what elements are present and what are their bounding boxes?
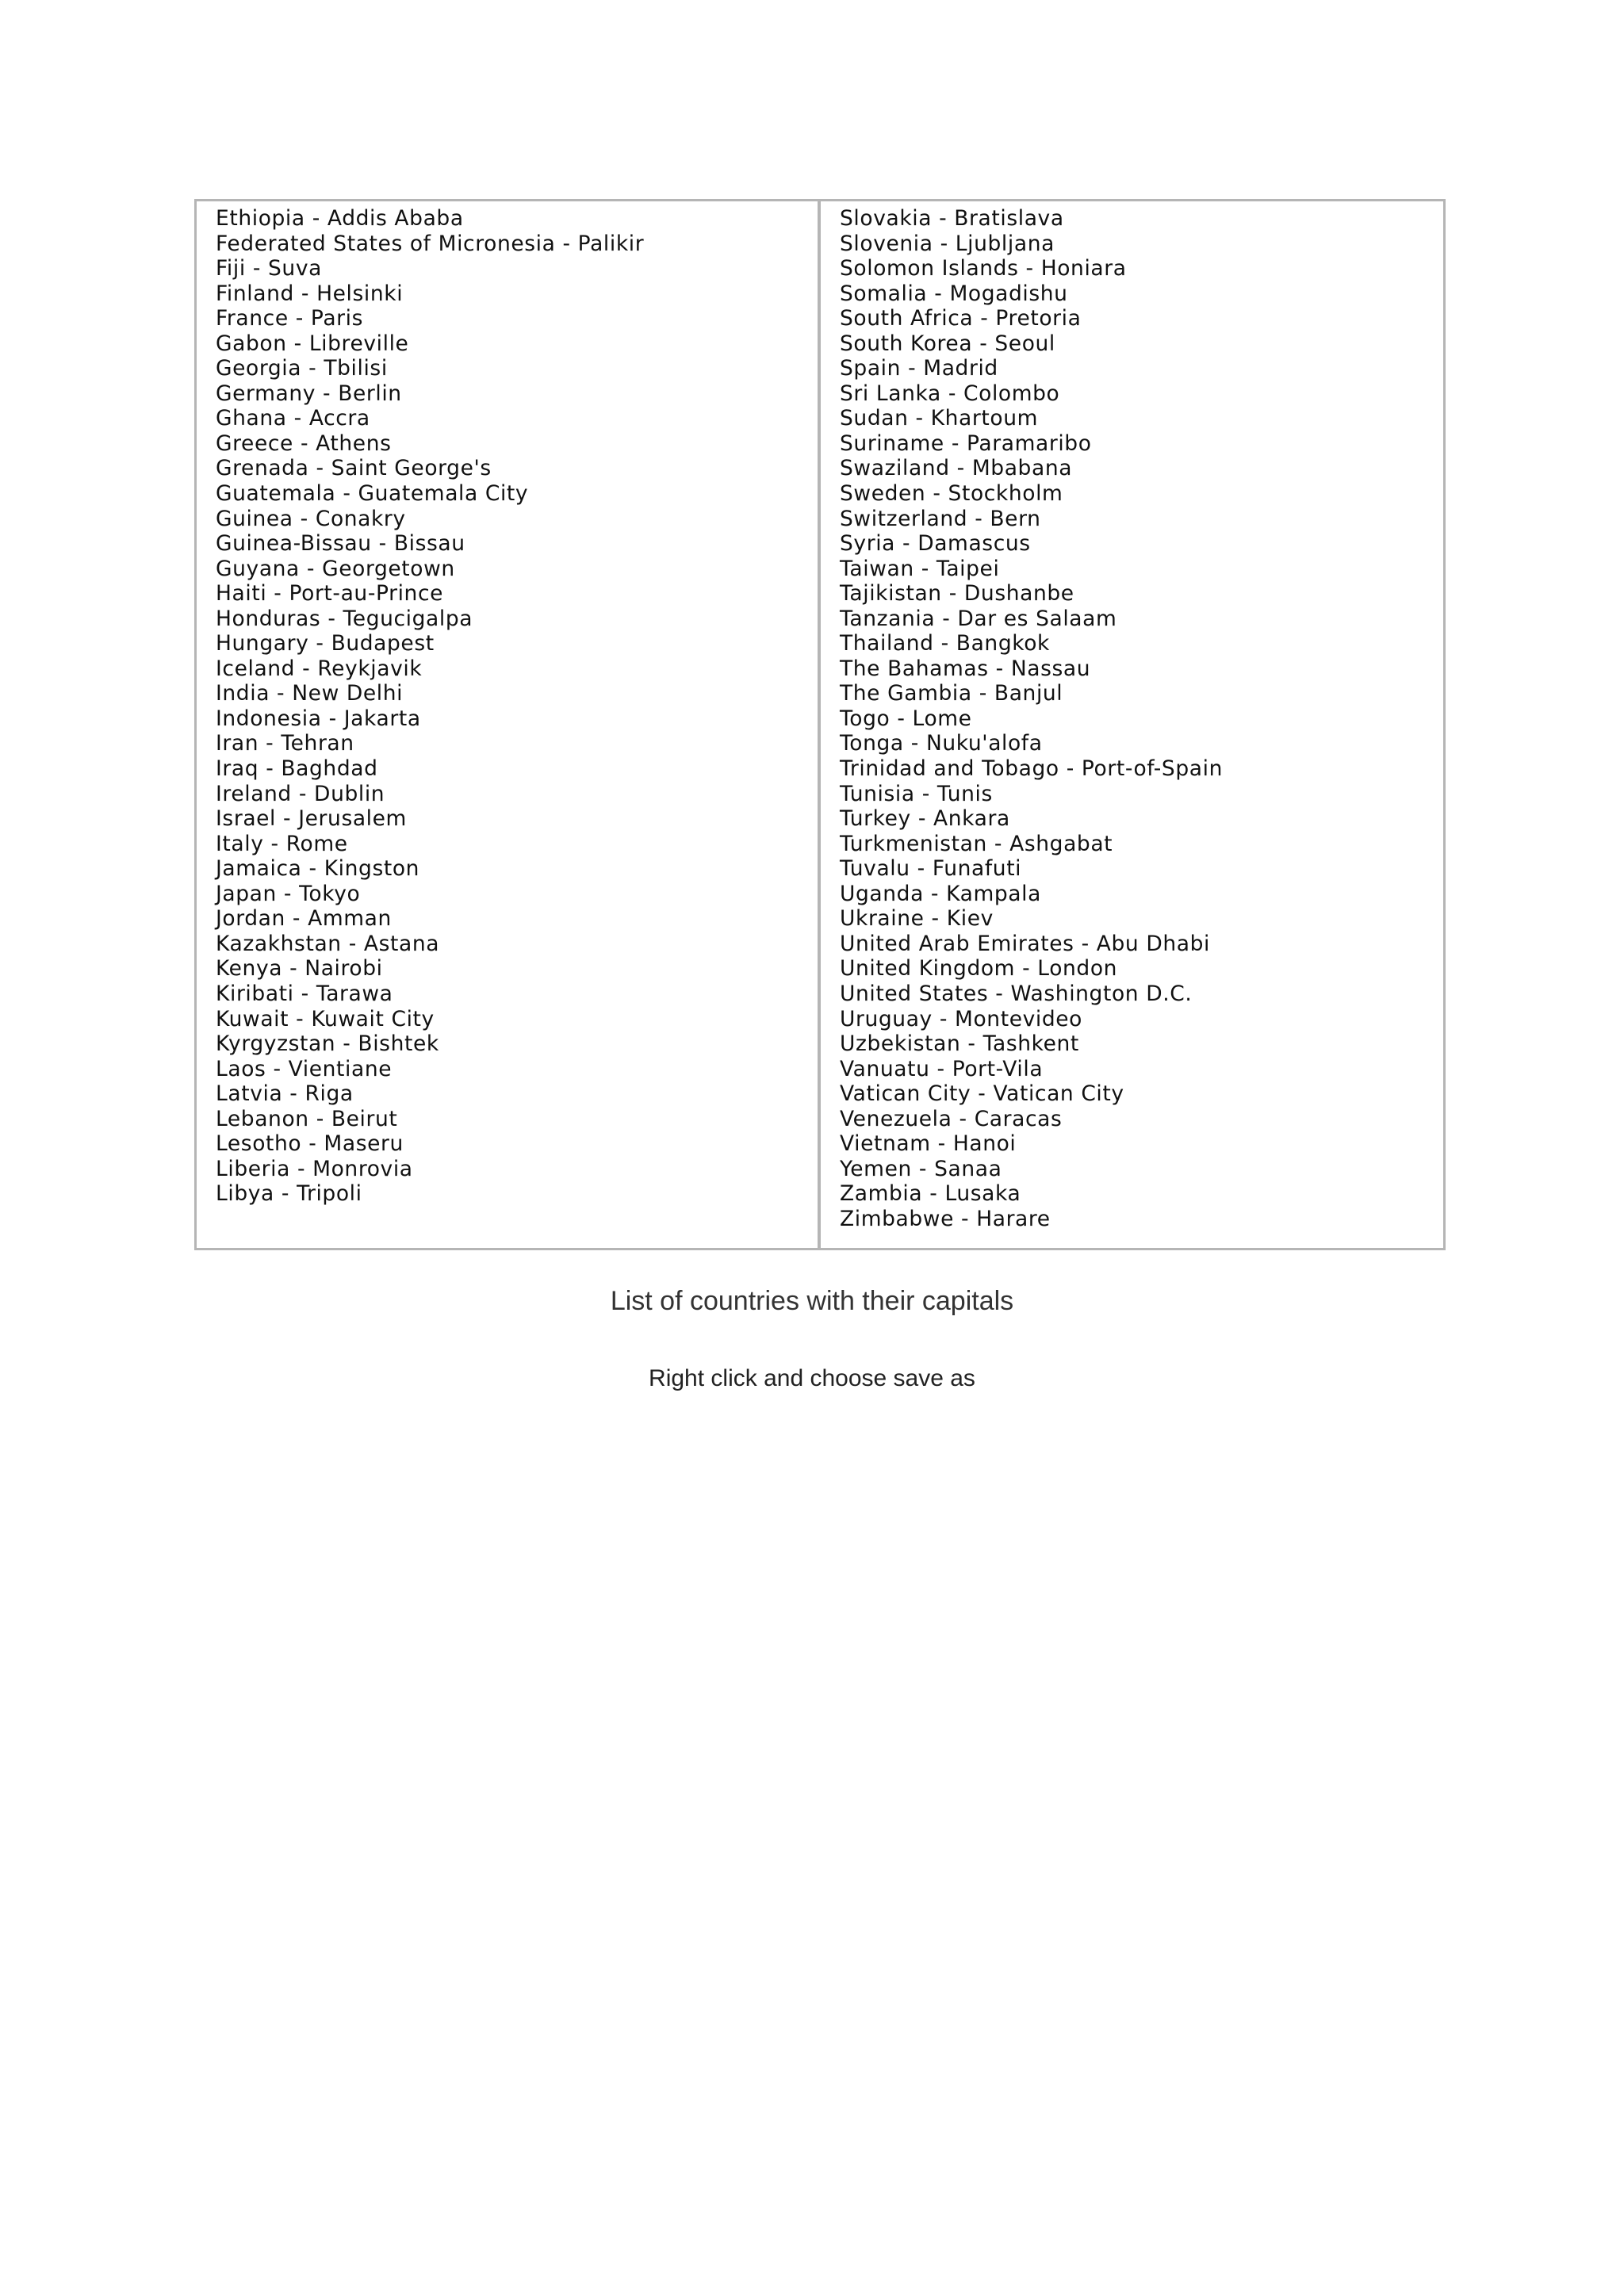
country-capital-entry: Israel - Jerusalem (216, 806, 407, 832)
country-capital-entry: Syria - Damascus (840, 531, 1031, 557)
country-capital-entry: South Africa - Pretoria (840, 306, 1082, 331)
country-capital-entry: Zimbabwe - Harare (840, 1206, 1051, 1231)
country-capital-entry: Kazakhstan - Astana (216, 931, 440, 956)
country-capital-entry: Ireland - Dublin (216, 781, 385, 806)
country-capital-entry: Somalia - Mogadishu (840, 281, 1068, 306)
country-capital-entry: Laos - Vientiane (216, 1056, 393, 1081)
country-capital-entry: Kyrgyzstan - Bishtek (216, 1031, 439, 1057)
country-capital-entry: Tajikistan - Dushanbe (840, 581, 1074, 607)
country-capital-entry: Tunisia - Tunis (840, 781, 993, 806)
country-capital-entry: Sudan - Khartoum (840, 406, 1039, 431)
country-capital-entry: Guinea - Conakry (216, 506, 406, 531)
country-capital-entry: Suriname - Paramaribo (840, 430, 1092, 456)
country-capital-entry: Uruguay - Montevideo (840, 1006, 1082, 1031)
country-capital-entry: India - New Delhi (216, 681, 404, 706)
country-capital-entry: Thailand - Bangkok (840, 631, 1051, 656)
country-capital-entry: Switzerland - Bern (840, 506, 1041, 531)
country-capital-entry: Latvia - Riga (216, 1081, 354, 1107)
country-capital-entry: France - Paris (216, 306, 364, 331)
save-instruction: Right click and choose save as (649, 1365, 975, 1391)
country-capital-entry: Fiji - Suva (216, 256, 322, 281)
country-capital-entry: Uganda - Kampala (840, 881, 1041, 906)
country-capital-entry: Venezuela - Caracas (840, 1106, 1063, 1131)
country-capital-entry: United States - Washington D.C. (840, 981, 1193, 1006)
country-capital-entry: Italy - Rome (216, 831, 348, 856)
country-capital-entry: Zambia - Lusaka (840, 1181, 1021, 1207)
country-capital-entry: Finland - Helsinki (216, 281, 404, 306)
country-capital-entry: Guyana - Georgetown (216, 556, 455, 581)
country-capital-entry: Guinea-Bissau - Bissau (216, 531, 465, 557)
country-capital-entry: Taiwan - Taipei (840, 556, 1000, 581)
left-column (197, 201, 821, 1248)
country-capital-entry: Solomon Islands - Honiara (840, 256, 1127, 281)
country-capital-entry: Germany - Berlin (216, 381, 402, 406)
country-capital-entry: Libya - Tripoli (216, 1181, 362, 1207)
country-capital-entry: Trinidad and Tobago - Port-of-Spain (840, 756, 1223, 782)
country-capital-entry: Kiribati - Tarawa (216, 981, 393, 1006)
country-capital-entry: Ethiopia - Addis Ababa (216, 206, 464, 231)
country-capital-entry: Honduras - Tegucigalpa (216, 606, 473, 631)
country-capital-entry: Kenya - Nairobi (216, 956, 383, 982)
country-capital-entry: Uzbekistan - Tashkent (840, 1031, 1079, 1057)
country-capital-entry: Hungary - Budapest (216, 631, 435, 656)
country-capital-entry: Federated States of Micronesia - Palikir (216, 231, 645, 256)
country-capital-entry: Spain - Madrid (840, 356, 998, 381)
country-capital-entry: Ukraine - Kiev (840, 906, 994, 932)
country-capital-entry: Indonesia - Jakarta (216, 706, 421, 731)
country-capital-entry: Vatican City - Vatican City (840, 1081, 1124, 1107)
country-capital-entry: South Korea - Seoul (840, 331, 1055, 356)
country-capital-entry: Iceland - Reykjavik (216, 656, 423, 681)
country-capital-entry: Greece - Athens (216, 430, 392, 456)
country-capital-entry: Haiti - Port-au-Prince (216, 581, 444, 607)
country-capital-entry: The Bahamas - Nassau (840, 656, 1091, 681)
country-capital-entry: Sri Lanka - Colombo (840, 381, 1060, 406)
country-capital-entry: Turkmenistan - Ashgabat (840, 831, 1113, 856)
page-title: List of countries with their capitals (610, 1286, 1014, 1316)
country-capital-entry: United Kingdom - London (840, 956, 1118, 982)
country-capital-entry: Jamaica - Kingston (216, 856, 420, 882)
country-capital-entry: Jordan - Amman (216, 906, 392, 932)
country-capital-entry: Liberia - Monrovia (216, 1156, 413, 1181)
country-capital-entry: Grenada - Saint George's (216, 456, 492, 481)
country-capital-entry: Georgia - Tbilisi (216, 356, 388, 381)
country-capital-entry: Japan - Tokyo (216, 881, 361, 906)
left-country-list (216, 206, 644, 1207)
country-capital-entry: Slovenia - Ljubljana (840, 231, 1055, 256)
country-capital-entry: Tanzania - Dar es Salaam (840, 606, 1117, 631)
country-capital-entry: Swaziland - Mbabana (840, 456, 1073, 481)
country-capital-entry: Vietnam - Hanoi (840, 1131, 1017, 1157)
country-capital-entry: Lesotho - Maseru (216, 1131, 404, 1157)
country-capital-entry: Slovakia - Bratislava (840, 206, 1064, 231)
country-capital-entry: Ghana - Accra (216, 406, 370, 431)
country-capital-entry: Yemen - Sanaa (840, 1156, 1002, 1181)
country-capital-entry: Turkey - Ankara (840, 806, 1010, 832)
country-capital-entry: Vanuatu - Port-Vila (840, 1056, 1044, 1081)
country-capital-entry: The Gambia - Banjul (840, 681, 1063, 706)
countries-capitals-table (194, 199, 1446, 1250)
country-capital-entry: Sweden - Stockholm (840, 481, 1063, 507)
country-capital-entry: Kuwait - Kuwait City (216, 1006, 435, 1031)
country-capital-entry: Tonga - Nuku'alofa (840, 731, 1043, 756)
country-capital-entry: Togo - Lome (840, 706, 972, 731)
country-capital-entry: Guatemala - Guatemala City (216, 481, 529, 507)
country-capital-entry: Iran - Tehran (216, 731, 354, 756)
country-capital-entry: United Arab Emirates - Abu Dhabi (840, 931, 1210, 956)
country-capital-entry: Lebanon - Beirut (216, 1106, 398, 1131)
country-capital-entry: Gabon - Libreville (216, 331, 409, 356)
country-capital-entry: Iraq - Baghdad (216, 756, 378, 782)
right-column (821, 201, 1443, 1248)
country-capital-entry: Tuvalu - Funafuti (840, 856, 1022, 882)
right-country-list (840, 206, 1223, 1231)
